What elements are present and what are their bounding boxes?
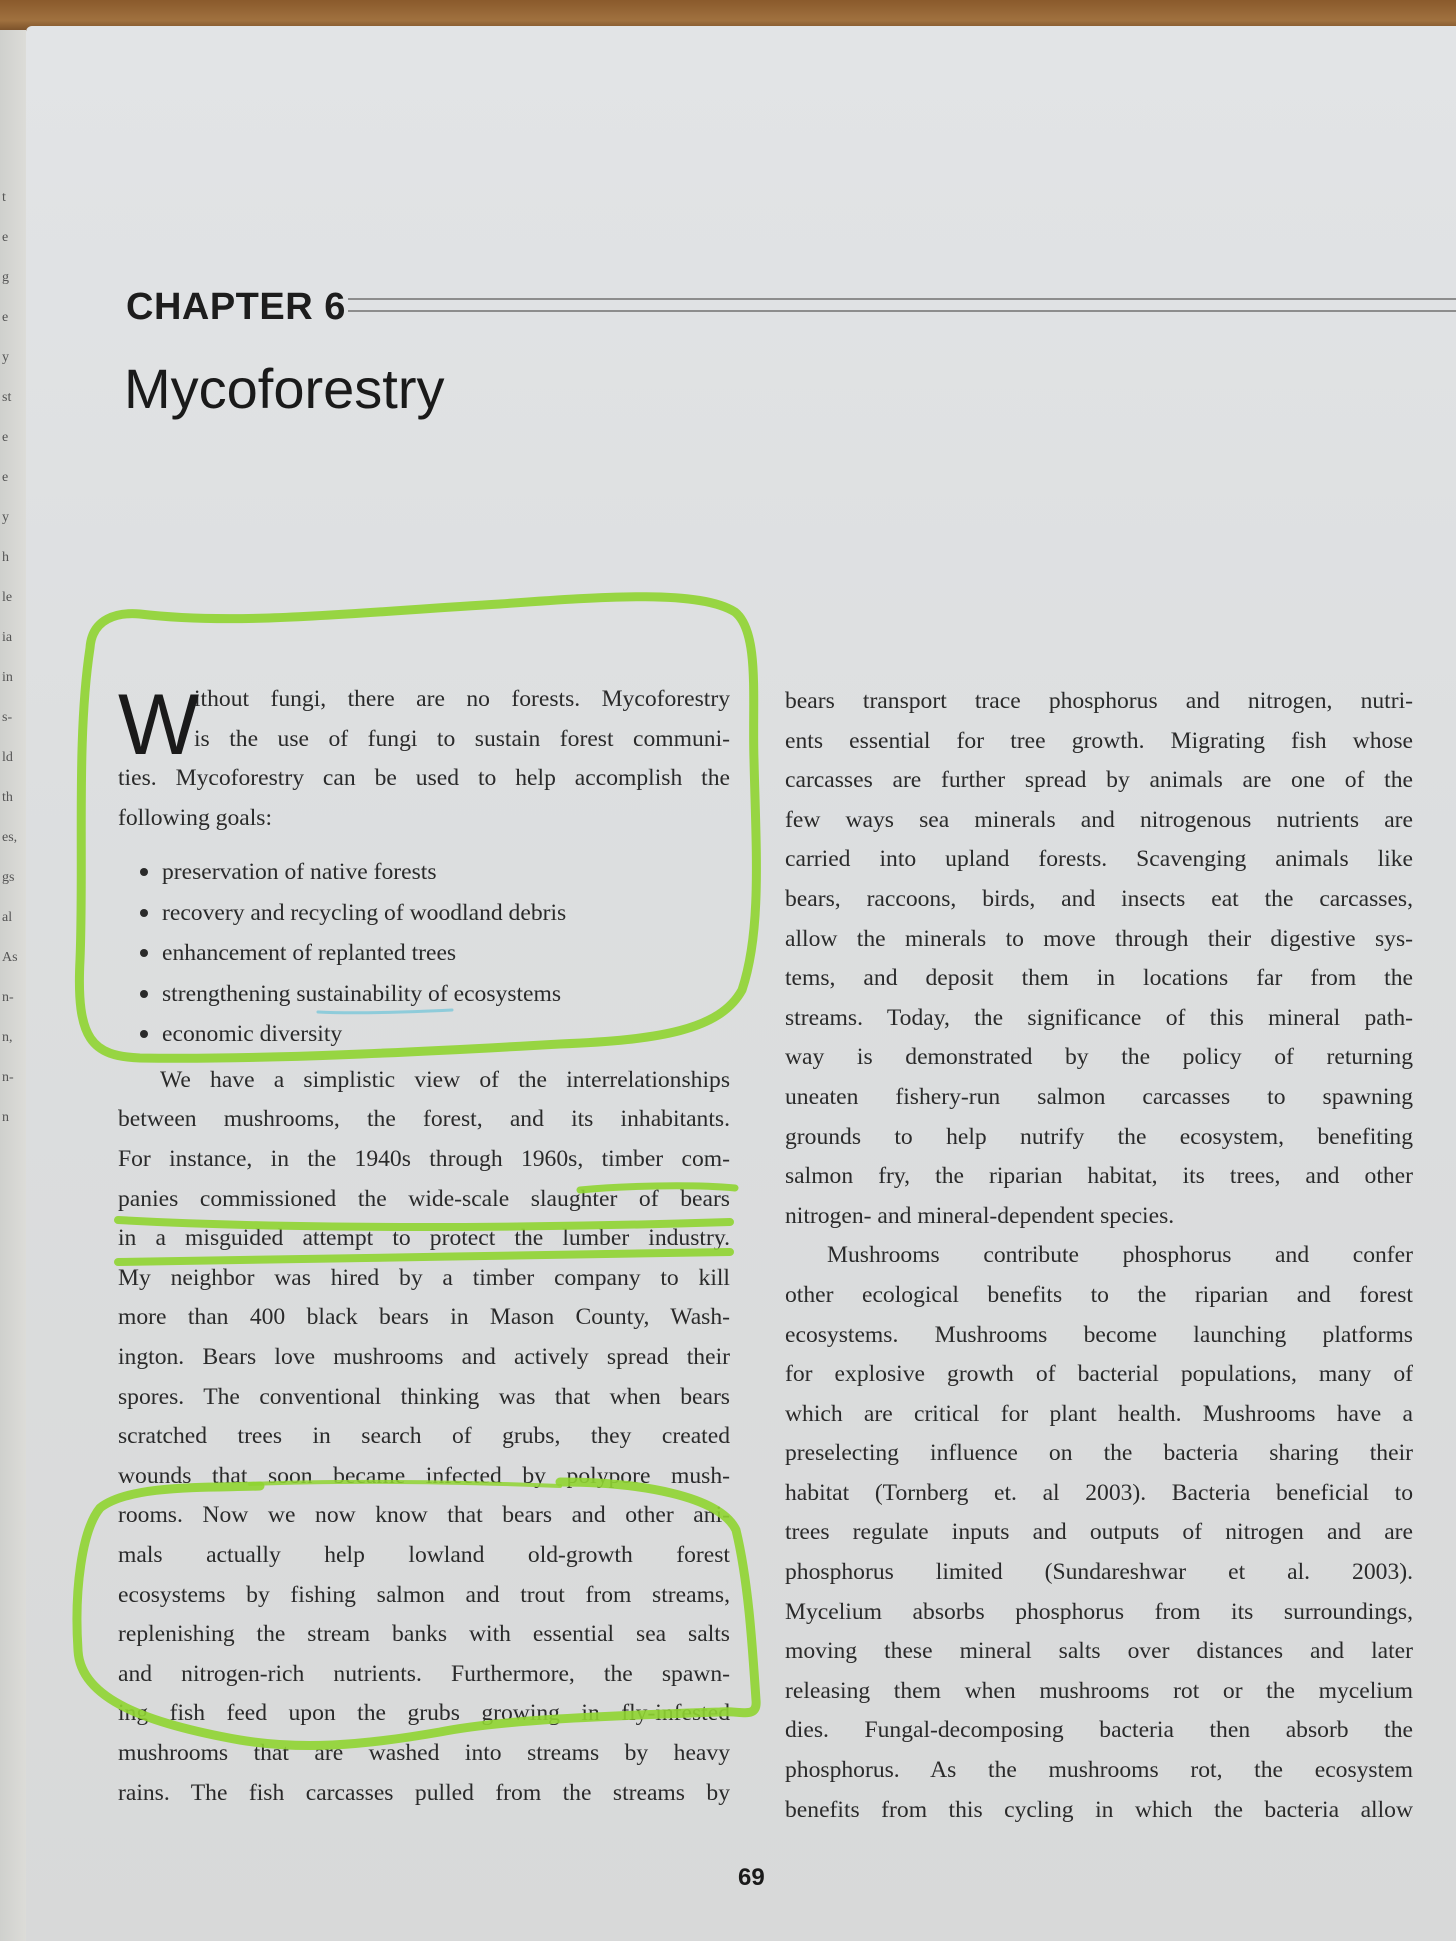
intro-line: ties. Mycoforestry can be used to help accomplish the — [118, 765, 730, 792]
intro-line: ithout fungi, there are no forests. Mycoforestry — [194, 686, 730, 712]
text-line: moving these mineral salts over distances and later — [785, 1638, 1413, 1665]
text-line: and nitrogen-rich nutrients. Furthermore, the spawn- — [118, 1660, 730, 1687]
text-line: streams. Today, the significance of this mineral path- — [785, 1004, 1413, 1031]
text-line: Mycelium absorbs phosphorus from its surroundings, — [785, 1598, 1413, 1625]
text-line: ecosystems by fishing salmon and trout from streams, — [118, 1581, 730, 1608]
edge-fragment: e — [2, 230, 9, 245]
bullet-icon — [140, 868, 148, 876]
edge-fragment: e — [2, 470, 9, 485]
edge-fragment: y — [2, 510, 9, 525]
text-line: way is demonstrated by the policy of returning — [785, 1044, 1413, 1071]
bullet-icon — [140, 949, 148, 957]
text-line: tems, and deposit them in locations far from the — [785, 965, 1413, 992]
text-line: panies commissioned the wide-scale slaughter of bears — [118, 1185, 730, 1212]
text-line: mushrooms that are washed into streams by heavy — [118, 1739, 730, 1766]
intro-paragraph — [118, 677, 730, 773]
chapter-rule — [348, 298, 1456, 312]
text-line: phosphorus. As the mushrooms rot, the ecosystem — [785, 1757, 1413, 1784]
text-line: salmon fry, the riparian habitat, its trees, and other — [785, 1163, 1413, 1190]
right-column — [785, 682, 1413, 1830]
edge-fragment: in — [2, 670, 13, 685]
goal-text: enhancement of replanted trees — [162, 940, 457, 967]
text-line: bears transport trace phosphorus and nitrogen, nutri- — [785, 688, 1413, 714]
text-line: ing fish feed upon the grubs growing in fly-infested — [118, 1700, 730, 1727]
text-line: rooms. Now we now know that bears and other ani- — [118, 1502, 730, 1529]
text-line: more than 400 black bears in Mason County, Wash- — [118, 1304, 730, 1331]
edge-fragment: g — [2, 270, 9, 285]
edge-fragment: gs — [2, 870, 15, 885]
text-line: in a misguided attempt to protect the lumber industry. — [118, 1225, 730, 1252]
text-line: replenishing the stream banks with essential sea salts — [118, 1621, 730, 1648]
text-line: benefits from this cycling in which the bacteria allow — [785, 1796, 1413, 1823]
edge-fragment: e — [2, 310, 9, 325]
nutrients-paragraph — [785, 682, 1413, 1236]
edge-fragment: s- — [2, 710, 13, 725]
text-line: dies. Fungal-decomposing bacteria then absorb the — [785, 1717, 1413, 1744]
edge-fragment: n- — [2, 990, 14, 1005]
drop-cap: W — [118, 677, 200, 773]
edge-fragment: st — [2, 390, 12, 405]
text-line: rains. The fish carcasses pulled from the streams by — [118, 1779, 730, 1806]
previous-page-edge — [0, 30, 26, 1941]
goals-list — [118, 852, 730, 1055]
text-line: ecosystems. Mushrooms become launching platforms — [785, 1321, 1413, 1348]
text-line: spores. The conventional thinking was that when bears — [118, 1383, 730, 1410]
edge-fragment: le — [2, 590, 13, 605]
text-line: My neighbor was hired by a timber company to kill — [118, 1264, 730, 1291]
mushrooms-paragraph — [785, 1236, 1413, 1830]
edge-fragment: n- — [2, 1070, 14, 1085]
text-line: releasing them when mushrooms rot or the mycelium — [785, 1677, 1413, 1704]
chapter-label: CHAPTER 6 — [126, 286, 346, 328]
goal-item — [118, 933, 730, 974]
text-line: trees regulate inputs and outputs of nitrogen and are — [785, 1519, 1413, 1546]
text-line: habitat (Tornberg et. al 2003). Bacteria beneficial to — [785, 1479, 1413, 1506]
text-line: mals actually help lowland old-growth forest — [118, 1542, 730, 1568]
intro-line: following goals: — [118, 804, 273, 831]
edge-fragment: th — [2, 790, 13, 805]
chapter-title: Mycoforestry — [124, 357, 445, 420]
text-line: for explosive growth of bacterial populations, many of — [785, 1361, 1413, 1388]
goal-text: preservation of native forests — [162, 859, 437, 886]
goal-text: economic diversity — [162, 1021, 343, 1048]
edge-fragment: As — [2, 950, 18, 965]
edge-fragment: ia — [2, 630, 13, 645]
edge-fragment: e — [2, 430, 9, 445]
text-line: which are critical for plant health. Mushrooms have a — [785, 1400, 1413, 1427]
edge-fragment: t — [2, 190, 6, 205]
goal-item — [118, 1014, 730, 1055]
text-line: other ecological benefits to the riparian and forest — [785, 1281, 1413, 1308]
text-line: wounds that soon became infected by polypore mush- — [118, 1462, 730, 1489]
edge-fragment: y — [2, 350, 9, 365]
goal-item — [118, 852, 730, 893]
text-line: between mushrooms, the forest, and its inhabitants. — [118, 1106, 730, 1133]
text-line: bears, raccoons, birds, and insects eat the carcasses, — [785, 885, 1413, 912]
text-line: nitrogen- and mineral-dependent species. — [785, 1202, 1175, 1229]
text-line: uneaten fishery-run salmon carcasses to spawning — [785, 1083, 1413, 1110]
bullet-icon — [140, 990, 148, 998]
edge-fragment: n, — [2, 1030, 13, 1045]
edge-fragment: n — [2, 1110, 9, 1125]
text-line: allow the minerals to move through their digestive sys- — [785, 925, 1413, 952]
goal-text: recovery and recycling of woodland debris — [162, 899, 567, 926]
intro-line: is the use of fungi to sustain forest communi- — [194, 725, 730, 752]
text-line: We have a simplistic view of the interrelationships — [160, 1066, 730, 1093]
text-line: phosphorus limited (Sundareshwar et al. 2003). — [785, 1559, 1413, 1586]
edge-fragment: ld — [2, 750, 13, 765]
text-line: carried into upland forests. Scavenging animals like — [785, 846, 1413, 873]
bullet-icon — [140, 909, 148, 917]
bears-paragraph — [118, 1061, 730, 1813]
goal-item — [118, 893, 730, 934]
goal-item — [118, 974, 730, 1015]
edge-fragment: h — [2, 550, 9, 565]
left-column — [118, 677, 730, 1813]
text-line: carcasses are further spread by animals are one of the — [785, 767, 1413, 794]
page-number: 69 — [738, 1864, 765, 1891]
text-line: scratched trees in search of grubs, they created — [118, 1423, 730, 1450]
text-line: grounds to help nutrify the ecosystem, benefiting — [785, 1123, 1413, 1150]
edge-fragment: al — [2, 910, 13, 925]
text-line: few ways sea minerals and nitrogenous nutrients are — [785, 806, 1413, 833]
text-line: ington. Bears love mushrooms and actively spread their — [118, 1344, 730, 1371]
goal-text: strengthening sustainability of ecosystems — [162, 980, 562, 1007]
text-line: ents essential for tree growth. Migrating fish whose — [785, 727, 1413, 754]
text-line: preselecting influence on the bacteria sharing their — [785, 1440, 1413, 1467]
text-line: For instance, in the 1940s through 1960s, timber com- — [118, 1146, 730, 1173]
bullet-icon — [140, 1030, 148, 1038]
text-line: Mushrooms contribute phosphorus and confer — [827, 1242, 1413, 1269]
edge-fragment: es, — [2, 830, 18, 845]
